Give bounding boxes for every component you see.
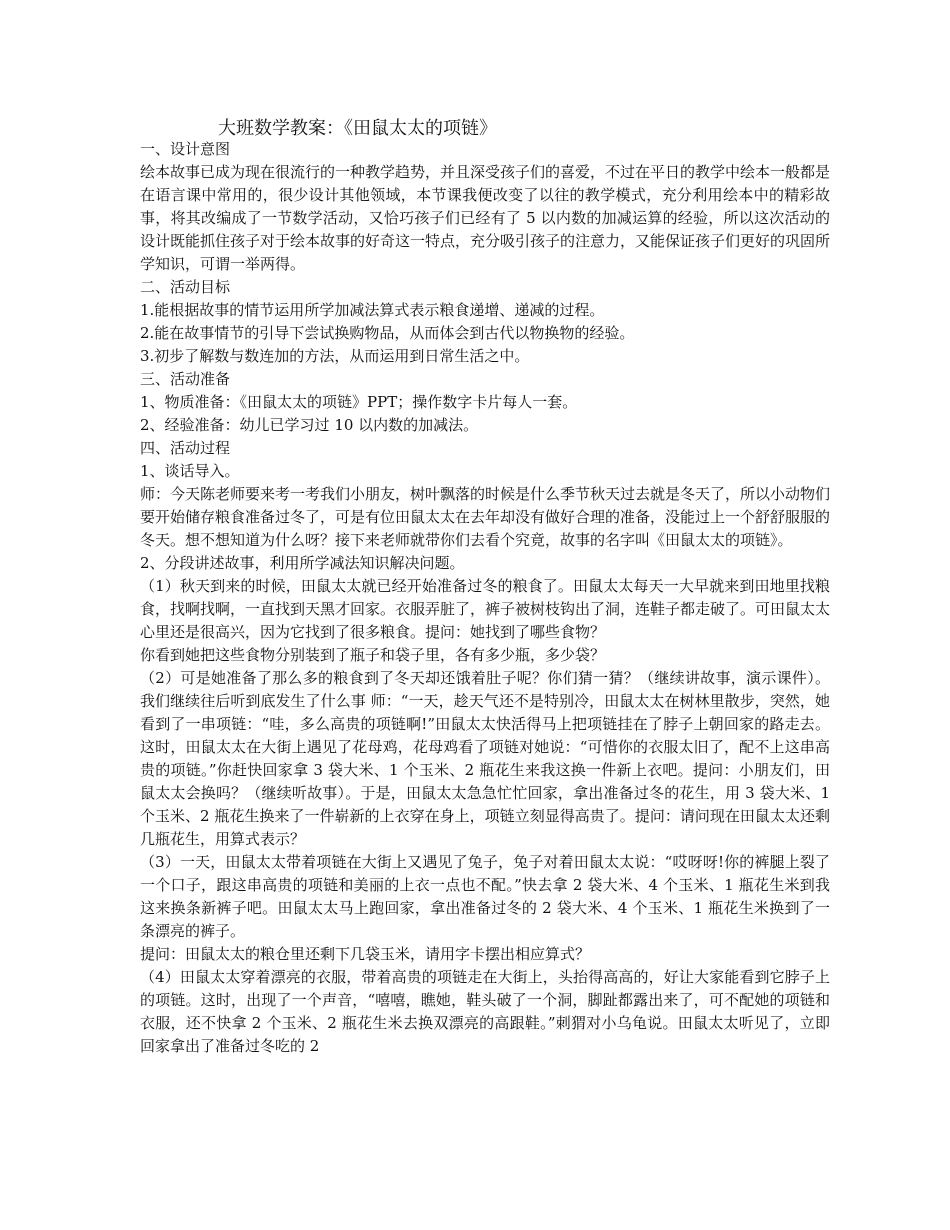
goal-item-3: 3.初步了解数与数连加的方法，从而运用到日常生活之中。 bbox=[140, 347, 530, 365]
section-heading-preparation: 三、活动准备 bbox=[140, 370, 231, 388]
document-body bbox=[140, 138, 830, 1058]
paragraph-story-part-2: （2）可是她准备了那么多的粮食到了冬天却还饿着肚子呢？你们猜一猜？（继续讲故事，演示课件）。我们继续往后听到底发生了什么事 师：“一天，趁天气还不是特别冷，田鼠太太在树林里散步，突然，她看到了一串项链：“哇，多么高贵的项链啊!”田鼠太太快活得马上把项链挂在了脖子上朝回家的路走去。这时，田鼠太太在大街上遇见了花母鸡，花母鸡看了项链对她说：“可惜你的衣服太旧了，配不上这串高贵的项链。”你赶快回家拿 3 袋大米、1 个玉米、2 瓶花生来我这换一件新上衣吧。提问：小朋友们，田鼠太太会换吗？（继续听故事）。于是，田鼠太太急急忙忙回家，拿出准备过冬的花生，用 3 袋大米、1 个玉米、2 瓶花生换来了一件崭新的上衣穿在身上，项链立刻显得高贵了。提问：请问现在田鼠太太还剩几瓶花生，用算式表示？ bbox=[140, 669, 830, 848]
section-heading-goals: 二、活动目标 bbox=[140, 278, 231, 296]
paragraph-story-part-4: （4）田鼠太太穿着漂亮的衣服，带着高贵的项链走在大街上，头抬得高高的，好让大家能看到它脖子上的项链。这时，出现了一个声音，“嘻嘻，瞧她，鞋头破了一个洞，脚趾都露出来了，可不配她的项链和衣服，还不快拿 2 个玉米、2 瓶花生米去换双漂亮的高跟鞋。”刺猬对小乌龟说。田鼠太太听见了，立即回家拿出了准备过冬吃的 2 bbox=[140, 968, 830, 1055]
process-step-2-heading: 2、分段讲述故事，利用所学减法知识解决问题。 bbox=[140, 554, 465, 572]
section-heading-process: 四、活动过程 bbox=[140, 439, 231, 457]
goal-item-1: 1.能根据故事的情节运用所学加减法算式表示粮食递增、递减的过程。 bbox=[140, 301, 605, 319]
paragraph-question-corn: 提问：田鼠太太的粮仓里还剩下几袋玉米，请用字卡摆出相应算式？ bbox=[140, 945, 591, 963]
paragraph-teacher-intro: 师：今天陈老师要来考一考我们小朋友，树叶飘落的时候是什么季节秋天过去就是冬天了，所以小动物们要开始储存粮食准备过冬了，可是有位田鼠太太在去年却没有做好合理的准备，没能过上一个舒舒服服的冬天。想不想知道为什么呀？接下来老师就带你们去看个究竟，故事的名字叫《田鼠太太的项链》。 bbox=[140, 485, 831, 549]
process-step-1-heading: 1、谈话导入。 bbox=[140, 462, 240, 480]
goal-item-2: 2.能在故事情节的引导下尝试换购物品，从而体会到古代以物换物的经验。 bbox=[140, 324, 635, 342]
document-title: 大班数学教案：《田鼠太太的项链》 bbox=[218, 118, 497, 139]
paragraph-story-part-1: （1）秋天到来的时候，田鼠太太就已经开始准备过冬的粮食了。田鼠太太每天一大早就来到田地里找粮食，找啊找啊，一直找到天黑才回家。衣服弄脏了，裤子被树枝钩出了洞，连鞋子都走破了。可田鼠太太心里还是很高兴，因为它找到了很多粮食。提问：她找到了哪些食物？ bbox=[140, 577, 831, 641]
prep-item-experience: 2、经验准备：幼儿已学习过 10 以内数的加减法。 bbox=[140, 416, 479, 434]
paragraph-question-bottles: 你看到她把这些食物分别装到了瓶子和袋子里，各有多少瓶，多少袋？ bbox=[140, 646, 606, 664]
paragraph-story-part-3: （3）一天，田鼠太太带着项链在大街上又遇见了兔子，兔子对着田鼠太太说：“哎呀呀!你的裤腿上裂了一个口子，跟这串高贵的项链和美丽的上衣一点也不配。”快去拿 2 袋大米、4 个玉米、1 瓶花生米到我这来换条新裤子吧。田鼠太太马上跑回家，拿出准备过冬的 2 袋大米、4 个玉米、1 瓶花生米换到了一条漂亮的裤子。 bbox=[140, 853, 830, 940]
section-heading-design-intent: 一、设计意图 bbox=[140, 140, 231, 158]
paragraph-design-intent: 绘本故事已成为现在很流行的一种教学趋势，并且深受孩子们的喜爱，不过在平日的教学中绘本一般都是在语言课中常用的，很少设计其他领域，本节课我便改变了以往的教学模式，充分利用绘本中的精彩故事，将其改编成了一节数学活动，又恰巧孩子们已经有了 5 以内数的加减运算的经验，所以这次活动的设计既能抓住孩子对于绘本故事的好奇这一特点，充分吸引孩子的注意力，又能保证孩子们更好的巩固所学知识，可谓一举两得。 bbox=[140, 163, 831, 273]
prep-item-material: 1、物质准备：《田鼠太太的项链》PPT；操作数字卡片每人一套。 bbox=[140, 393, 578, 411]
